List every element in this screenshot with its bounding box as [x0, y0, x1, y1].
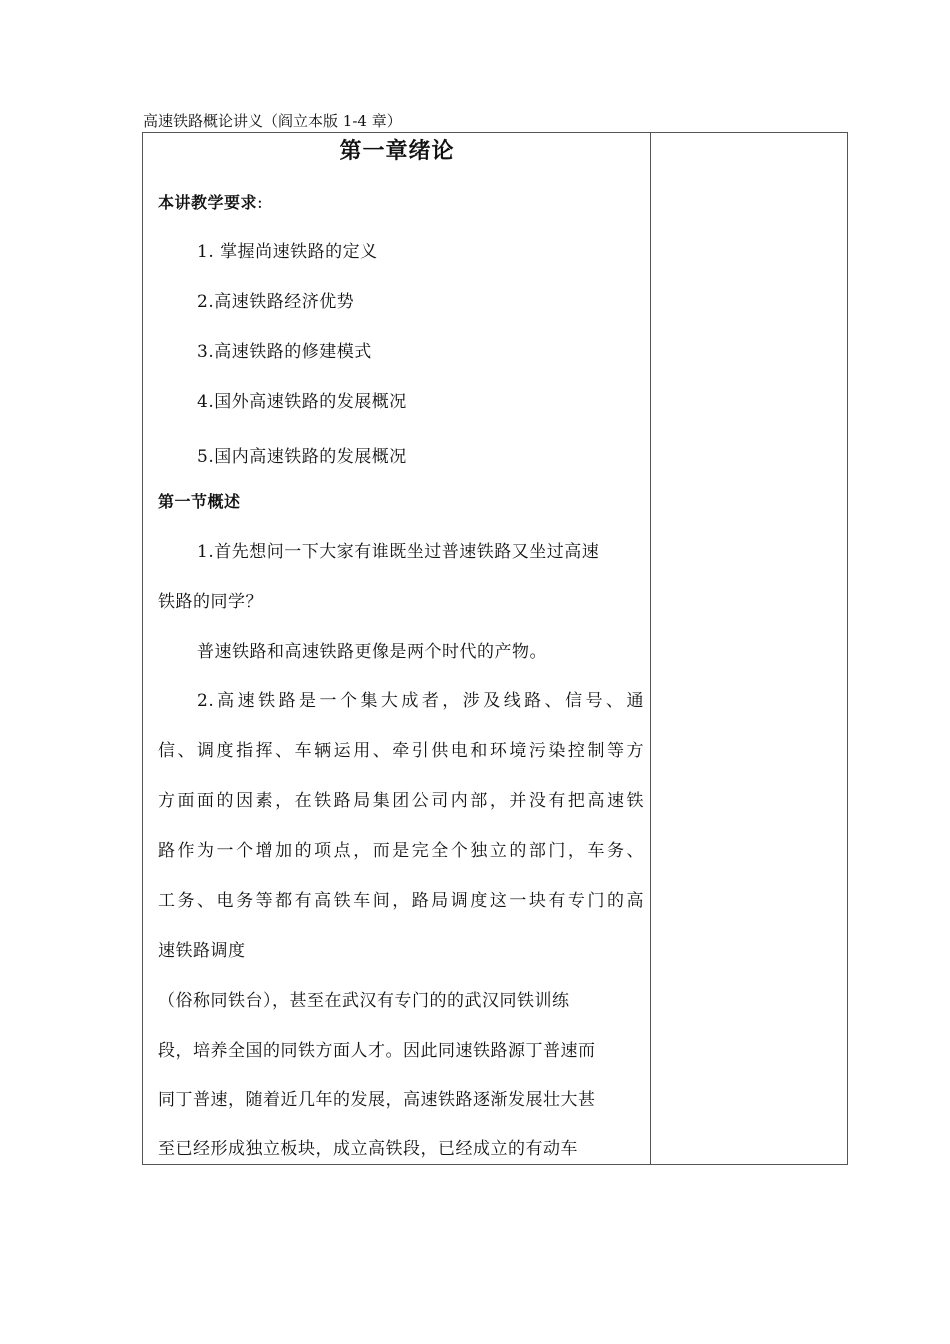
paragraph-line: 方面面的因素，在铁路局集团公司内部，并没有把高速铁 — [158, 791, 644, 811]
requirement-item-1: 1. 掌握尚速铁路的定义 — [197, 242, 378, 262]
paragraph-line: 至已经形成独立板块，成立高铁段，已经成立的有动车 — [158, 1139, 578, 1159]
paragraph-line: 2.高速铁路是一个集大成者，涉及线路、信号、通 — [197, 691, 644, 711]
requirement-item-5: 5.国内高速铁路的发展概况 — [197, 447, 407, 467]
requirements-heading: 本讲教学要求 — [158, 193, 258, 212]
content-cell — [143, 133, 651, 1164]
paragraph-line: 普速铁路和高速铁路更像是两个时代的产物。 — [197, 642, 547, 662]
paragraph-line: （俗称同铁台），甚至在武汉有专门的的武汉同铁训练 — [158, 991, 570, 1011]
notes-cell — [651, 133, 847, 1164]
paragraph-line: 同丁普速，随着近几年的发展，高速铁路逐渐发展壮大甚 — [158, 1090, 596, 1110]
paragraph-line: 段，培养全国的同铁方面人才。因此同速铁路源丁普速而 — [158, 1041, 596, 1061]
requirements-heading-line — [158, 191, 263, 215]
paragraph-line: 铁路的同学？ — [158, 592, 263, 612]
paragraph-line: 速铁路调度 — [158, 941, 246, 961]
paragraph-line: 1.首先想问一下大家有谁既坐过普速铁路又坐过高速 — [197, 542, 600, 562]
paragraph-line: 工务、电务等都有高铁车间，路局调度这一块有专门的高 — [158, 891, 644, 911]
section-heading: 第一节概述 — [158, 492, 241, 511]
requirements-colon: : — [257, 193, 264, 213]
requirement-item-4: 4.国外高速铁路的发展概况 — [197, 392, 407, 412]
lecture-table — [142, 132, 848, 1165]
document-header: 高速铁路概论讲义（阎立本版 1-4 章） — [143, 112, 402, 130]
requirement-item-2: 2.高速铁路经济优势 — [197, 292, 355, 312]
paragraph-line: 路作为一个增加的项点，而是完全个独立的部门，车务、 — [158, 841, 644, 861]
chapter-title: 第一章绪论 — [339, 139, 455, 164]
paragraph-line: 信、调度指挥、车辆运用、牵引供电和环境污染控制等方 — [158, 741, 644, 761]
requirement-item-3: 3.高速铁路的修建模式 — [197, 342, 372, 362]
